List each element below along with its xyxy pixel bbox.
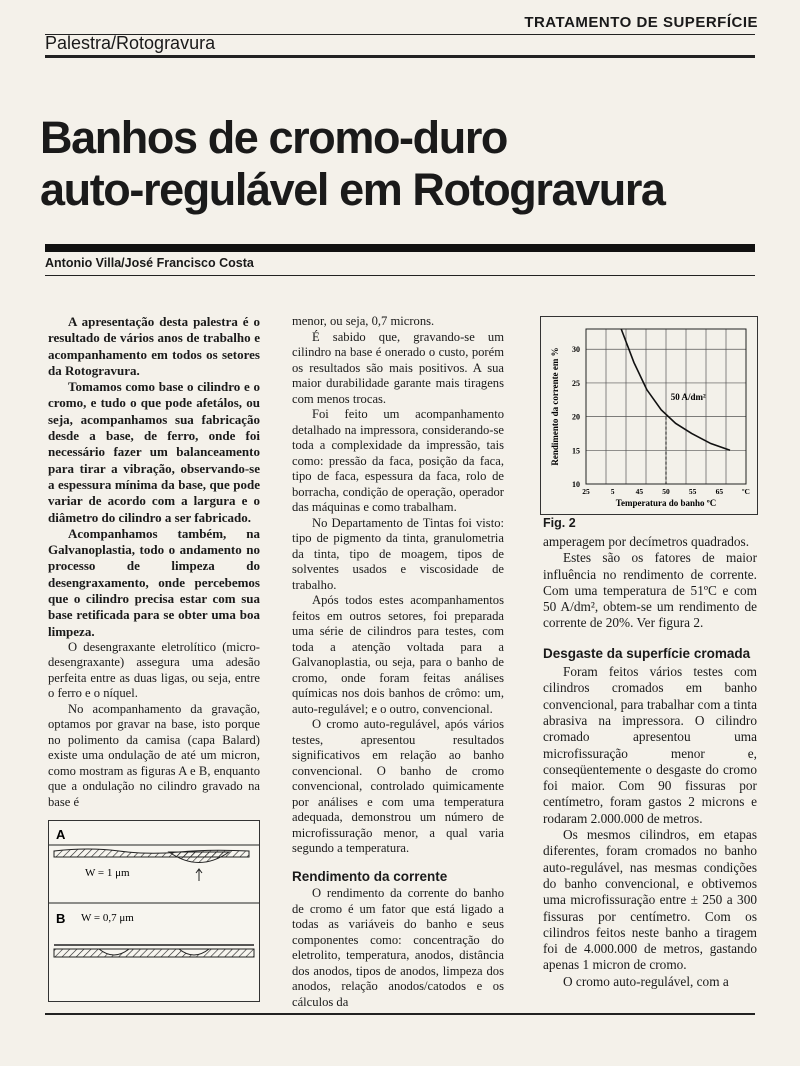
figure-a-width: W = 1 μm [85,867,130,879]
x-tick-label: 25 [582,487,590,496]
paragraph: Tomamos como base o cilindro e o cromo, e tudo o que pode afetálos, ou seja, acompanhamos sua fabricação desde a base, de ferro, onde foi necessário fazer um balanceamento para tirar a vibração, observando-se a espessura mínima da base, que pode variar de acordo com a largura e o diâmetro do cilindro a ser fabricado. [48,379,260,525]
paragraph: É sabido que, gravando-se um cilindro na base é onerado o custo, porém os resultados são mais positivos. A sua maior durabilidade garante mais tiragens com menos trocas. [292,329,504,406]
y-axis-label: Rendimento da corrente em % [550,347,560,466]
figure-b-width: W = 0,7 μm [81,912,134,924]
kicker-rule [45,55,755,58]
paragraph: O desengraxante eletrolítico (micro-desengraxante) assegura uma adesão perfeita entre as duas ligas, ou seja, entre o ferro e o níquel. [48,639,260,701]
paragraph: O cromo auto-regulável, com a [563,973,729,989]
paragraph: O rendimento da corrente do banho de cromo é um fator que está ligado a todas as variáveis do banho e seus componentes como: concentração do eletrolito, temperatura, anodos, distância dos anodos, tipos de anodos, limpeza dos anodos, relação anodos/catodos e os cálculos da [292,886,504,1009]
paragraph: amperagem por decímetros quadrados. [543,534,750,549]
paragraph: No Departamento de Tintas foi visto: tipo de pigmento da tinta, granulometria da tinta, tipo de moagem, tipos de solventes usados e viscosidade de trabalho. [292,515,504,592]
engraved-cell-a [169,852,229,863]
x-tick-label: 65 [715,487,724,496]
column-1 [48,314,260,810]
paragraph: Foram feitos vários testes com cilindros cromados em banho convencional, para trabalhar com a tinta abrasiva na impressora. O cilindro cromado apresentou uma microfissuração menor e, conseqüentemente o desgaste do cromo foi maior. Com 90 fissuras por centímetro, foram gastos 2 microns e rodaram 2.000.000 de metros. [543,664,757,826]
paragraph: Após todos estes acompanhamentos feitos em outros setores, foi preparada uma série de cilindros para testes, com toda a atenção voltada para a Galvanoplastia, ou seja, para o banho de cromo, onde foram feitas análises químicas nos dois banhos de crômo: um, auto-regulável; e o outro, convencional. [292,593,504,716]
section-heading: Rendimento da corrente [292,868,448,884]
figure-ab [48,820,260,1002]
arrow-up-icon [196,869,202,881]
figure-a-label: A [56,827,66,842]
x-tick-label: 55 [688,487,697,496]
chart-annotation: 50 A/dm² [670,391,706,402]
figure-2-chart [540,316,758,515]
paragraph: Estes são os fatores de maior influência no rendimento de corrente. Com uma temperatura de 51ºC e com 50 A/dm², obtem-se um rendimento de corrente de 20%. Ver figura 2. [543,550,757,631]
byline-rule [45,275,755,276]
column-3 [543,534,757,990]
article-title [40,112,770,216]
kicker: Palestra/Rotogravura [45,33,216,53]
footer-rule [45,1013,755,1015]
paragraph: Foi feito um acompanhamento detalhado na impressora, considerando-se toda a complexidade da impressão, tais como: pressão da faca, posição da faca, tipo de faca, espessura da faca, rolo de borracha, condição de operação, operador das máquinas e como trabalham. [292,407,504,514]
paragraph: No acompanhamento da gravação, optamos por gravar na base, isto porque no polimento da camisa (capa Balard) existe uma ondulação de até um micron, como mostram as figuras A e B, enquanto que a ondulação no cilindro gravado na base é [48,701,260,809]
paragraph: menor, ou seja, 0,7 microns. [292,314,435,328]
y-tick-label: 30 [572,345,580,355]
title-rule [45,244,755,252]
figure-b-label: B [56,911,66,926]
title-line-2: auto-regulável em Rotogravura [40,164,665,215]
paragraph: A apresentação desta palestra é o resultado de vários anos de trabalho e acompanhamento em todos os setores da Rotogravura. [48,314,260,378]
paragraph: O cromo auto-regulável, após vários testes, apresentou resultados significativos em relação ao banho convencional. O banho de cromo convencional, controlado quimicamente por análises e com uma temperatura adequada, demonstrou um número de microfissuração menor, a qual varia segundo a temperatura. [292,717,504,855]
figure-2-caption: Fig. 2 [543,516,576,530]
column-2 [292,314,504,1010]
byline: Antonio Villa/José Francisco Costa [45,256,254,270]
x-tick-label: 45 [635,487,644,496]
x-tick-label: 5 [610,487,615,496]
x-tick-label: 50 [662,487,670,496]
y-tick-label: 15 [572,446,580,456]
series-line [621,329,730,450]
paragraph: Acompanhamos também, na Galvanoplastia, todo o andamento no processo de limpeza do desengraxamento, onde percebemos que o cilindro precisa estar com sua base retificada para se obter uma boa limpeza. [48,525,260,639]
paragraph: Os mesmos cilindros, em etapas diferentes, foram cromados no banho auto-regulável, nas mesmas condições do banho convencional, e obtivemos uma microfissuração entre ± 250 a 300 fissuras por centímetro. Com os cilindros feitos neste banho a tiragem foi de 4.000.000 de metros, gastando apenas 1 micron de cromo. [543,827,757,973]
chart-plot [541,317,757,514]
y-tick-label: 25 [572,378,580,388]
section-heading: Desgaste da superfície cromada [543,645,751,661]
title-line-1: Banhos de cromo-duro [40,112,508,163]
surface-b [54,949,254,957]
figure-ab-drawing [49,821,259,1001]
y-tick-label: 20 [572,412,580,422]
section-header: TRATAMENTO DE SUPERFÍCIE [524,14,758,31]
y-tick-label: 10 [572,480,580,489]
x-axis-label: Temperatura do banho ºC [615,498,717,508]
x-tick-label: ºC [742,487,750,496]
